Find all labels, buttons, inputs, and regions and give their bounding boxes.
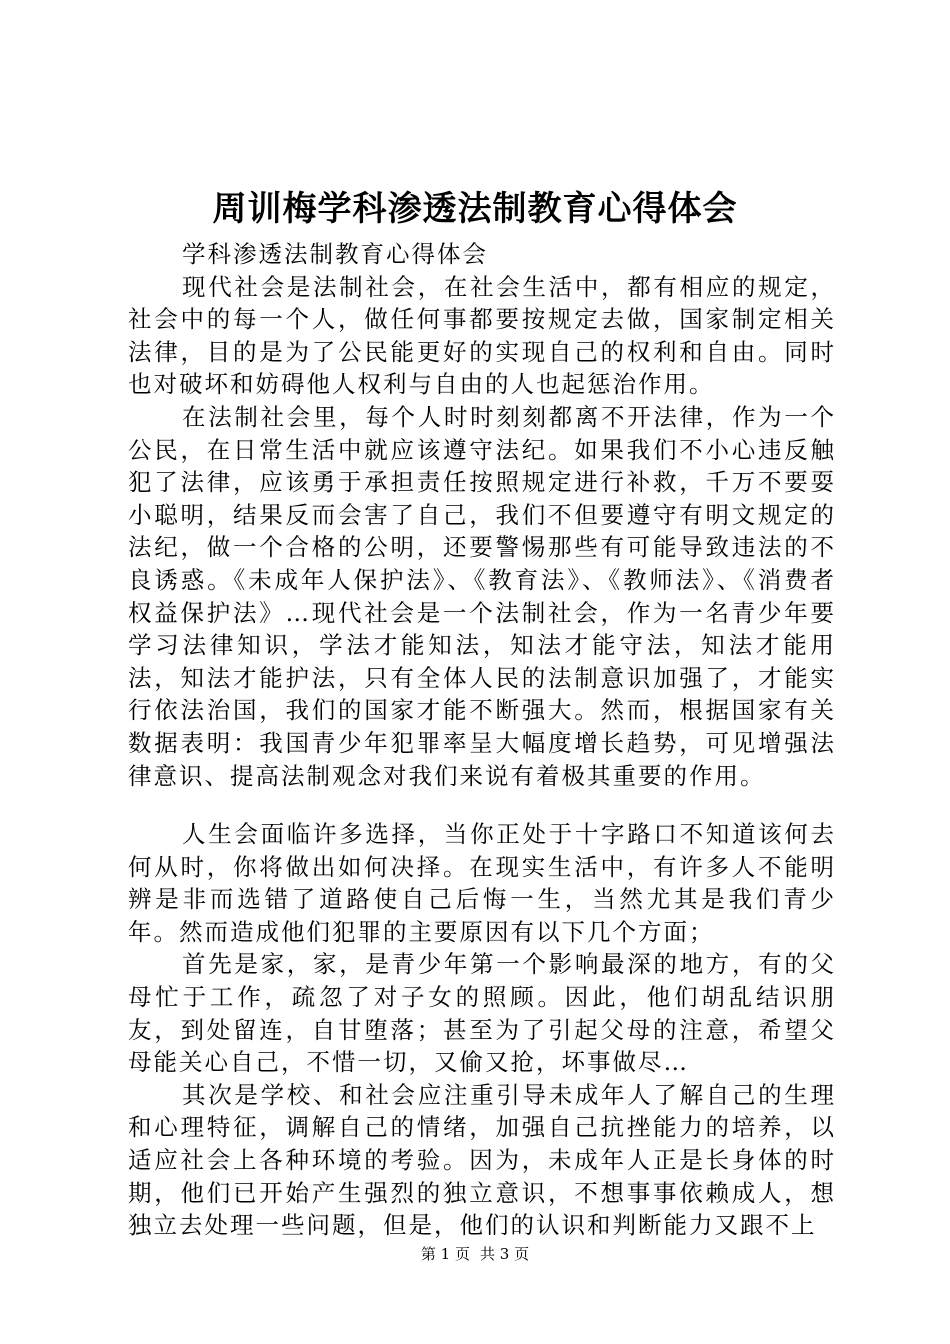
subtitle-paragraph: 学科渗透法制教育心得体会 — [182, 240, 489, 268]
body-paragraph: 在法制社会里，每个人时时刻刻都离不开法律，作为一个公民，在日常生活中就应该遵守法纪。如果我们不小心违反触犯了法律，应该勇于承担责任按照规定进行补救，千万不要耍小聪明，结果反而会害了自己，我们不但要遵守有明文规定的法纪，做一个合格的公明，还要警惕那些有可能导致违法的不良诱惑。《未成年人保护法》、《教育法》、《教师法》、《消费者权益保护法》…现代社会是一个法制社会，作为一名青少年要学习法律知识，学法才能知法，知法才能守法，知法才能用法，知法才能护法，只有全体人民的法制意识加强了，才能实行依法治国，我们的国家才能不断强大。然而，根据国家有关数据表明：我国青少年犯罪率呈大幅度增长趋势，可见增强法律意识、提高法制观念对我们来说有着极其重要的作用。 — [128, 402, 836, 790]
document-title: 周训梅学科渗透法制教育心得体会 — [212, 189, 738, 229]
body-paragraph: 其次是学校、和社会应注重引导未成年人了解自己的生理和心理特征，调解自己的情绪，加强自己抗挫能力的培养，以适应社会上各种环境的考验。因为，未成年人正是长身体的时期，他们已开始产生强烈的独立意识，不想事事依赖成人，想独立去处理一些问题，但是，他们的认识和判断能力又跟不上 — [128, 1080, 836, 1240]
document-body — [128, 238, 836, 1242]
body-paragraph: 现代社会是法制社会，在社会生活中，都有相应的规定，社会中的每一个人，做任何事都要按规定去做，国家制定相关法律，目的是为了公民能更好的实现自己的权利和自由。同时也对破坏和妨碍他人权利与自由的人也起惩治作用。 — [128, 272, 836, 399]
body-paragraph: 首先是家，家，是青少年第一个影响最深的地方，有的父母忙于工作，疏忽了对子女的照顾。因此，他们胡乱结识朋友，到处留连，自甘堕落；甚至为了引起父母的注意，希望父母能关心自己，不惜一切，又偷又抢，坏事做尽… — [128, 950, 836, 1077]
body-paragraph: 人生会面临许多选择，当你正处于十字路口不知道该何去何从时，你将做出如何决择。在现实生活中，有许多人不能明辨是非而选错了道路使自己后悔一生，当然尤其是我们青少年。然而造成他们犯罪的主要原因有以下几个方面； — [128, 820, 836, 946]
page-number-current: 第 1 页 — [420, 1245, 470, 1263]
page-number-total: 共 3 页 — [480, 1245, 530, 1263]
page-footer — [0, 1244, 950, 1264]
